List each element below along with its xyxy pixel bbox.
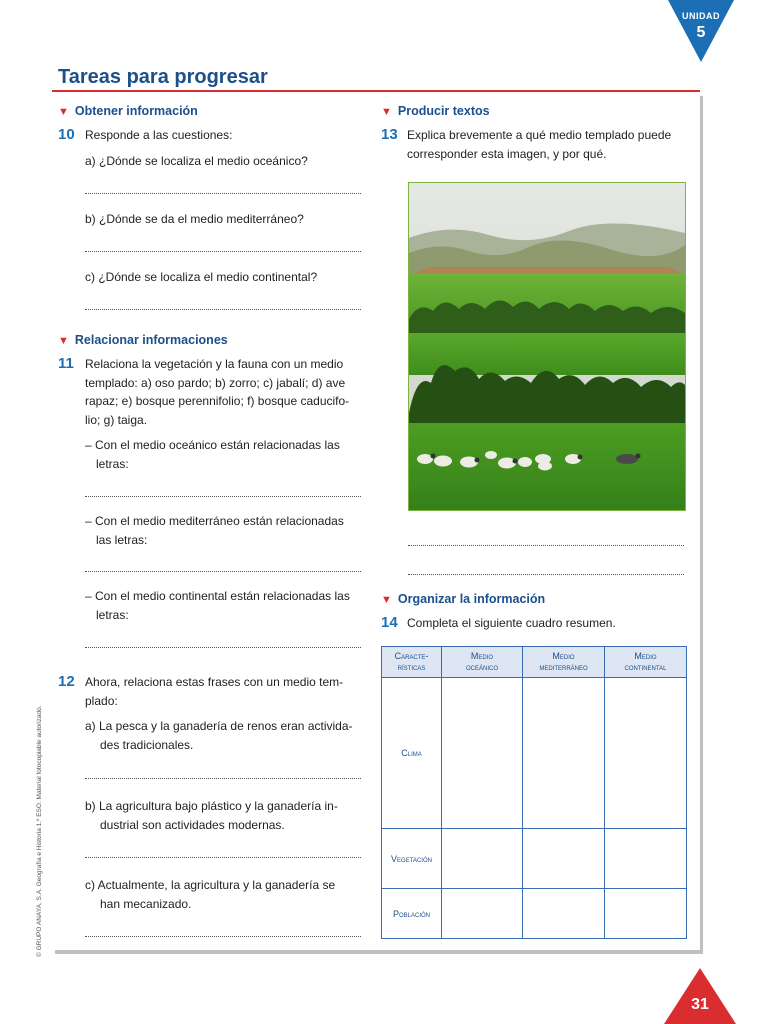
answer-line[interactable] [408, 574, 684, 575]
ex12-item-line: han mecanizado. [100, 896, 192, 911]
ex10-question-c: c) ¿Dónde se localiza el medio continental? [85, 270, 318, 284]
table-row [382, 678, 687, 829]
ex11-prompt-line: lio; g) taiga. [85, 412, 148, 427]
answer-line[interactable] [85, 309, 361, 310]
table-row [382, 889, 687, 939]
exercise-number-14: 14 [381, 614, 398, 631]
ex13-prompt-line: corresponder esta imagen, y por qué. [407, 146, 607, 161]
ex11-item-continental [85, 587, 350, 624]
ex12-item-line: a) La pesca y la ganadería de renos eran activida- [85, 719, 353, 733]
row-head-vegetacion: Vegetación [382, 829, 442, 889]
exercise-number-12: 12 [58, 673, 75, 690]
ex11-item-line: – Con el medio mediterráneo están relacionadas [85, 514, 344, 528]
ex12-item-line: dustrial son actividades modernas. [100, 817, 285, 832]
unit-badge [668, 0, 734, 62]
ex11-prompt [85, 355, 364, 429]
ex11-prompt-line: rapaz; e) bosque perennifolio; f) bosque caducifo- [85, 394, 350, 408]
sheep-meadow-illustration [409, 183, 685, 510]
header-line: Medio [470, 651, 494, 661]
ex12-item-b [85, 797, 338, 834]
answer-line[interactable] [408, 545, 684, 546]
ex12-prompt [85, 673, 343, 710]
answer-line[interactable] [85, 857, 361, 858]
section-producir [381, 104, 490, 118]
ex12-item-c [85, 876, 335, 913]
table-cell[interactable] [442, 889, 523, 939]
table-header-oceanico [442, 647, 523, 678]
answer-line[interactable] [85, 496, 361, 497]
unit-number: 5 [696, 24, 706, 41]
ex10-prompt: Responde a las cuestiones: [85, 128, 233, 142]
header-line: continental [624, 662, 667, 672]
header-line: Medio [634, 651, 657, 661]
ex11-item-line: – Con el medio continental están relacionadas las [85, 589, 350, 603]
ex14-prompt: Completa el siguiente cuadro resumen. [407, 616, 616, 630]
table-header-mediterraneo [523, 647, 605, 678]
exercise-number-11: 11 [58, 355, 74, 372]
ex13-prompt [407, 126, 671, 163]
table-cell[interactable] [442, 829, 523, 889]
table-cell[interactable] [605, 829, 687, 889]
exercise-number-13: 13 [381, 126, 398, 143]
section-obtener [58, 104, 198, 118]
header-line: Medio [552, 651, 575, 661]
section-organizar-label: Organizar la información [397, 592, 546, 606]
ex11-item-mediterraneo [85, 512, 344, 549]
answer-line[interactable] [85, 571, 361, 572]
ex11-item-line: – Con el medio oceánico están relacionadas las [85, 438, 340, 452]
table-cell[interactable] [605, 889, 687, 939]
header-line: Caracte- [394, 651, 429, 661]
answer-line[interactable] [85, 193, 361, 194]
answer-line[interactable] [85, 647, 361, 648]
row-head-poblacion: Población [382, 889, 442, 939]
table-cell[interactable] [523, 678, 605, 829]
ex13-prompt-line: Explica brevemente a qué medio templado puede [407, 128, 672, 142]
section-relacionar [58, 333, 228, 347]
ex11-prompt-line: templado: a) oso pardo; b) zorro; c) jabalí; d) ave [85, 375, 346, 390]
ex12-item-a [85, 717, 353, 754]
section-producir-label: Producir textos [397, 104, 490, 118]
red-triangle-down-icon: ▼ [58, 335, 69, 347]
header-line: mediterráneo [539, 662, 588, 672]
header-line: rísticas [397, 662, 426, 672]
section-obtener-label: Obtener información [74, 104, 198, 118]
table-header-continental [605, 647, 687, 678]
header-line: oceánico [465, 662, 498, 672]
landscape-photo [408, 182, 686, 511]
red-triangle-down-icon: ▼ [58, 106, 69, 118]
row-head-clima: Clima [382, 678, 442, 829]
answer-line[interactable] [85, 251, 361, 252]
ex11-item-oceanico [85, 436, 340, 473]
table-header-row [382, 647, 687, 678]
table-cell[interactable] [442, 678, 523, 829]
table-cell[interactable] [523, 829, 605, 889]
answer-line[interactable] [85, 936, 361, 937]
summary-table [381, 646, 687, 939]
ex11-prompt-line: Relaciona la vegetación y la fauna con un medio [85, 357, 344, 371]
ex10-question-a: a) ¿Dónde se localiza el medio oceánico? [85, 154, 308, 168]
unit-label: UNIDAD [682, 11, 720, 21]
page-title: Tareas para progresar [58, 66, 268, 88]
copyright-sidebar: © GRUPO ANAYA, S.A. Geografía e Historia 1.º ESO. Material fotocopiable autorizado. [36, 705, 43, 957]
table-cell[interactable] [523, 889, 605, 939]
ex12-item-line: des tradicionales. [100, 737, 194, 752]
ex12-prompt-line: Ahora, relaciona estas frases con un medio tem- [85, 675, 344, 689]
answer-line[interactable] [85, 778, 361, 779]
page-number: 31 [691, 996, 709, 1013]
table-row [382, 829, 687, 889]
ex12-item-line: b) La agricultura bajo plástico y la ganadería in- [85, 799, 338, 813]
ex11-item-line: letras: [96, 607, 129, 622]
table-cell[interactable] [605, 678, 687, 829]
table-header-caracteristicas [382, 647, 442, 678]
red-triangle-down-icon: ▼ [381, 106, 392, 118]
ex12-prompt-line: plado: [85, 693, 118, 708]
exercise-number-10: 10 [58, 126, 75, 143]
section-organizar [381, 592, 545, 606]
section-relacionar-label: Relacionar informaciones [74, 333, 228, 347]
page-number-badge [664, 968, 736, 1024]
ex11-item-line: letras: [96, 456, 129, 471]
ex10-question-b: b) ¿Dónde se da el medio mediterráneo? [85, 212, 304, 226]
ex12-item-line: c) Actualmente, la agricultura y la ganadería se [85, 878, 336, 892]
red-triangle-down-icon: ▼ [381, 594, 392, 606]
ex11-item-line: las letras: [96, 532, 148, 547]
